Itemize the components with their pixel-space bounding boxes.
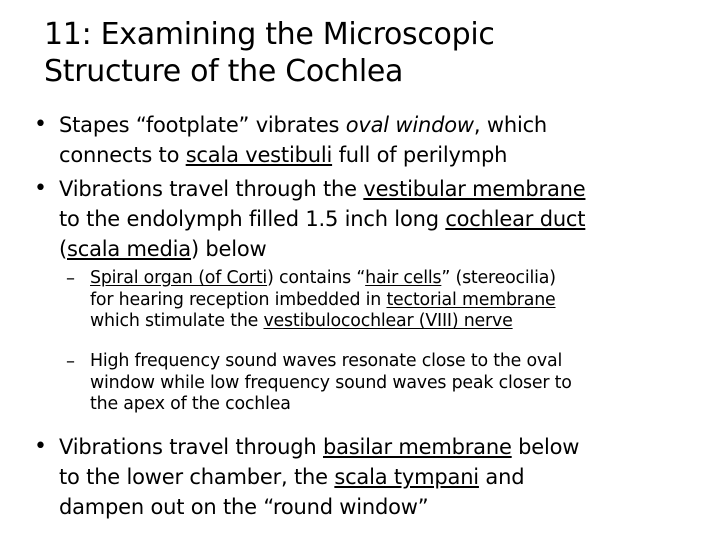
bullet-text	[59, 110, 547, 170]
sub-bullet-line	[90, 290, 556, 312]
sub-bullet-line: High frequency sound waves resonate close to the oval	[90, 351, 563, 371]
bullet-line	[59, 174, 585, 204]
underlined-term-tectorial-membrane: tectorial membrane	[386, 289, 556, 310]
text-run: ) below	[190, 237, 267, 261]
bullet-line	[59, 462, 579, 492]
bullet-text	[59, 174, 585, 264]
text-run: to the endolymph filled 1.5 inch long	[59, 207, 446, 231]
text-run: to the lower chamber, the	[59, 465, 335, 489]
underlined-term-basilar-membrane: basilar membrane	[323, 435, 512, 459]
text-run: Vibrations travel through the	[59, 177, 364, 201]
text-run: , which	[473, 113, 548, 137]
sub-bullet-line	[90, 311, 556, 333]
dash-marker: –	[66, 351, 75, 372]
underlined-term-scala-media: scala media	[67, 237, 191, 261]
sub-bullet-line	[90, 268, 556, 290]
sub-bullet-line: window while low frequency sound waves peak closer to	[90, 372, 572, 393]
text-run: Vibrations travel through	[59, 435, 323, 459]
slide-title	[44, 16, 684, 90]
sub-bullet-line: the apex of the cochlea	[90, 394, 291, 414]
underlined-term-vestibulocochlear-nerve: vestibulocochlear (VIII) nerve	[263, 311, 513, 331]
text-run: which stimulate the	[90, 311, 264, 331]
text-run: Stapes “footplate” vibrates	[59, 113, 346, 137]
bullet-line: dampen out on the “round window”	[59, 495, 429, 519]
title-line-1: 11: Examining the Microscopic	[44, 17, 495, 52]
bullet-line	[59, 110, 547, 140]
text-run: below	[511, 435, 580, 459]
text-run: full of perilymph	[332, 143, 508, 167]
underlined-term-scala-tympani: scala tympani	[334, 465, 479, 489]
bullet-line	[59, 432, 579, 462]
title-line-2: Structure of the Cochlea	[44, 54, 404, 89]
sub-bullet-text	[90, 351, 572, 416]
text-run: (	[59, 237, 67, 261]
bullet-text	[59, 432, 579, 522]
bullet-line	[59, 234, 585, 264]
bullet-line	[59, 204, 585, 234]
underlined-term-scala-vestibuli: scala vestibuli	[185, 143, 333, 167]
text-run: ” (stereocilia)	[441, 268, 556, 288]
italic-term-oval-window: oval window	[345, 113, 474, 137]
text-run: connects to	[59, 143, 186, 167]
text-run: for hearing reception imbedded in	[90, 289, 387, 310]
underlined-term-vestibular-membrane: vestibular membrane	[363, 177, 586, 201]
bullet-marker: •	[34, 176, 47, 201]
sub-bullet-text	[90, 268, 556, 333]
bullet-marker: •	[34, 112, 47, 137]
text-run: ) contains “	[267, 268, 366, 288]
text-run: and	[478, 465, 525, 489]
dash-marker: –	[66, 268, 75, 289]
underlined-term-hair-cells: hair cells	[365, 268, 442, 288]
underlined-term-spiral-organ: Spiral organ (of Corti	[90, 268, 268, 288]
underlined-term-cochlear-duct: cochlear duct	[445, 207, 586, 231]
bullet-line	[59, 140, 547, 170]
bullet-marker: •	[34, 434, 47, 459]
